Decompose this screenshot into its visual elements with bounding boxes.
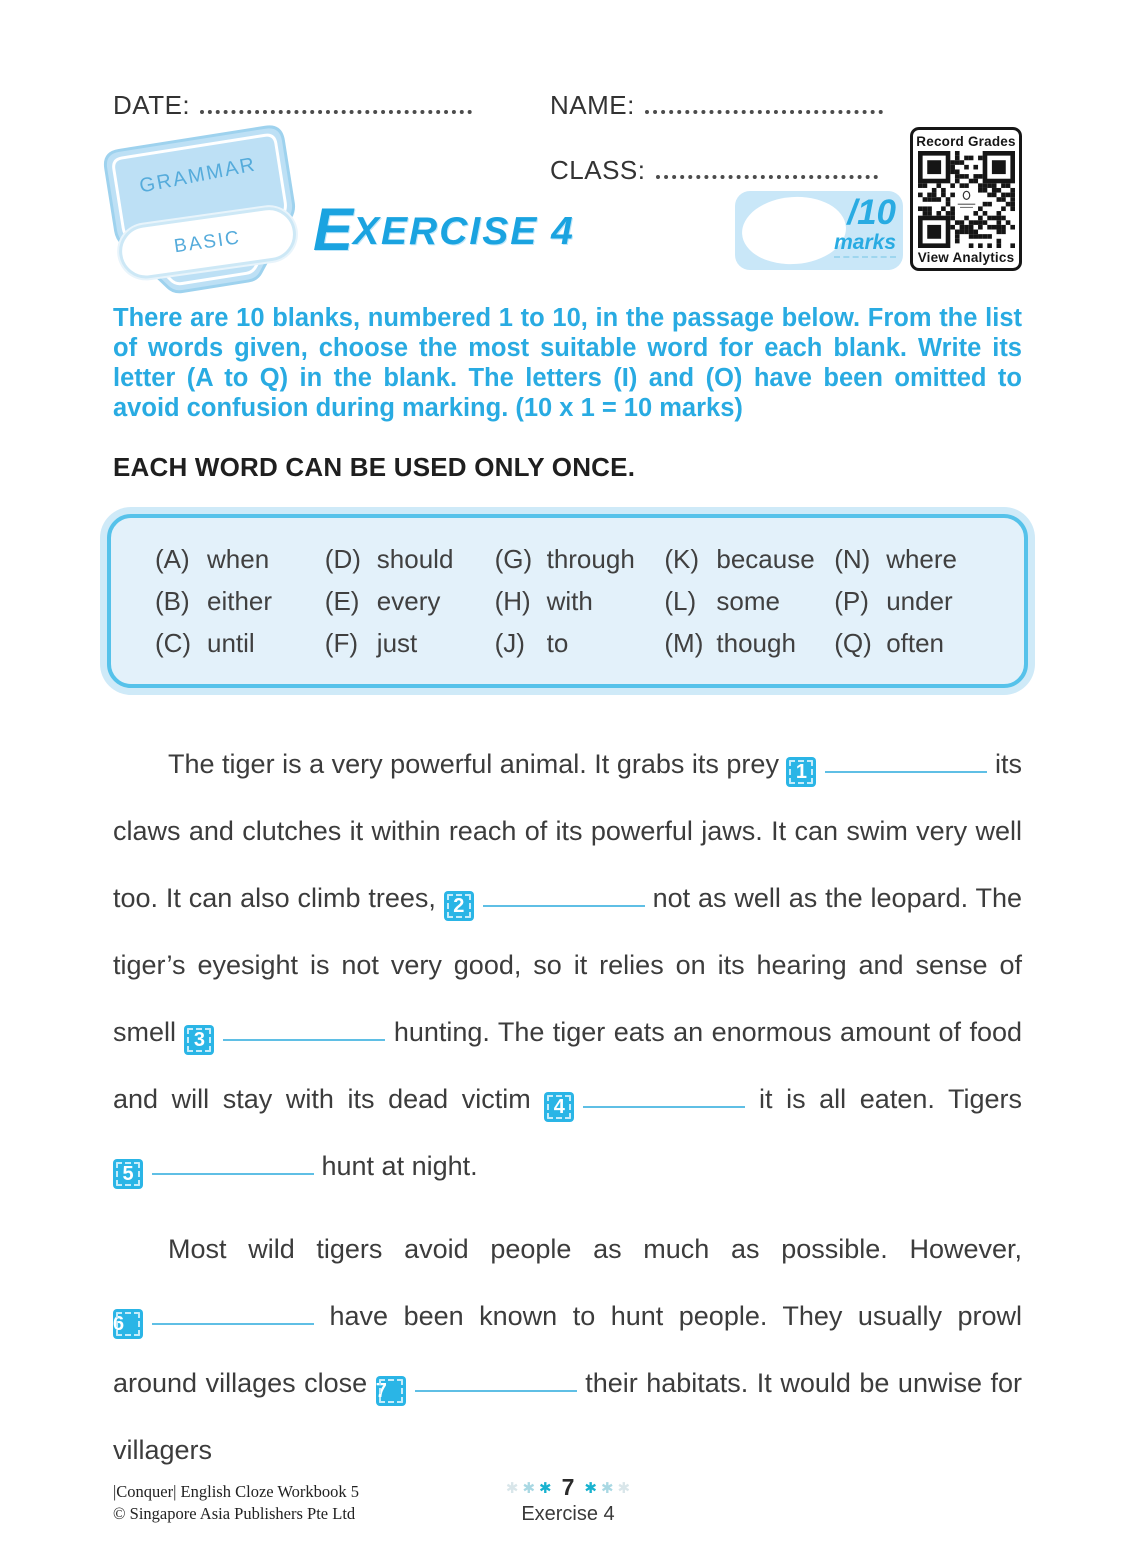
- blank-number-badge: 5: [113, 1159, 143, 1189]
- blank-write-line[interactable]: [223, 1017, 385, 1041]
- word-bank-word: every: [376, 586, 441, 616]
- main-content: [113, 303, 1022, 1484]
- qr-code: [915, 151, 1017, 248]
- word-bank-entry: [495, 586, 665, 616]
- qr-top-label: Record Grades: [916, 134, 1016, 149]
- word-bank-entry: [325, 586, 495, 616]
- marks-badge: [735, 191, 903, 270]
- word-bank-word: often: [886, 628, 945, 658]
- word-bank-entry: [834, 586, 1004, 616]
- star-decoration: ✱: [522, 1479, 536, 1497]
- word-bank-letter: (P): [834, 586, 869, 616]
- blank-number-badge: 4: [544, 1092, 574, 1122]
- word-bank-letter: (G): [494, 544, 533, 574]
- word-bank-entry: [495, 628, 665, 658]
- word-bank-entry: [664, 586, 834, 616]
- word-bank-word: some: [716, 586, 780, 616]
- word-bank-word: just: [376, 628, 418, 658]
- answer-blank-6[interactable]: [113, 1301, 314, 1335]
- stars-left: [504, 1474, 554, 1500]
- imprint-series: |Conquer| English Cloze Workbook 5: [113, 1482, 360, 1501]
- word-bank-letter: (F): [324, 628, 358, 658]
- name-label: NAME:: [550, 90, 635, 120]
- word-bank-word: should: [376, 544, 454, 574]
- word-bank-entry: [155, 544, 325, 574]
- class-label: CLASS:: [550, 155, 646, 185]
- blank-number-badge: 1: [786, 757, 816, 787]
- word-bank-letter: (E): [324, 586, 360, 616]
- word-bank-word: either: [207, 586, 273, 616]
- answer-blank-7[interactable]: [375, 1368, 577, 1402]
- marks-denominator: /10: [847, 193, 896, 232]
- word-bank-letter: (J): [494, 628, 525, 658]
- word-bank-word: under: [886, 586, 953, 616]
- word-bank-grid: [155, 544, 1004, 658]
- answer-blank-1[interactable]: [786, 749, 987, 783]
- instructions-text: There are 10 blanks, numbered 1 to 10, in the passage below. From the list of words given, choose the most suitable word for each blank. Write its letter (A to Q) in the blank. The letters (I) and (O) have been omitted to avoid confusion during marking. (10 x 1 = 10 marks): [113, 304, 1022, 422]
- word-bank-entry: [834, 544, 1004, 574]
- badge-grammar-label: GRAMMAR: [137, 153, 259, 198]
- word-bank-entry: [664, 544, 834, 574]
- word-bank-letter: (K): [664, 544, 700, 574]
- blank-number-badge: 3: [184, 1025, 214, 1055]
- word-bank-word: with: [546, 586, 593, 616]
- blank-write-line[interactable]: [483, 883, 645, 907]
- word-bank-letter: (M): [664, 628, 704, 658]
- badge-basic-label: BASIC: [116, 204, 300, 282]
- word-bank-letter: (L): [664, 586, 697, 616]
- word-bank-word: until: [207, 628, 255, 658]
- page-number: 7: [561, 1474, 575, 1500]
- word-bank-letter: (B): [155, 586, 190, 616]
- word-bank-entry: [155, 628, 325, 658]
- word-bank-entry: [325, 544, 495, 574]
- word-bank-letter: (Q): [834, 628, 872, 658]
- imprint-copyright: © Singapore Asia Publishers Pte Ltd: [113, 1504, 356, 1523]
- star-decoration: ✱: [505, 1479, 519, 1497]
- word-bank-letter: (C): [155, 628, 192, 658]
- passage: [113, 731, 1022, 1484]
- class-write-line[interactable]: [656, 175, 878, 179]
- star-decoration: ✱: [617, 1479, 631, 1497]
- blank-write-line[interactable]: [152, 1301, 314, 1325]
- blank-write-line[interactable]: [583, 1084, 745, 1108]
- word-bank-entry: [155, 586, 325, 616]
- stars-right: [582, 1474, 632, 1500]
- word-bank-entry: [325, 628, 495, 658]
- date-label: DATE:: [113, 90, 191, 120]
- score-write-oval[interactable]: [740, 193, 848, 267]
- instructions-note: EACH WORD CAN BE USED ONLY ONCE.: [113, 452, 636, 482]
- blank-write-line[interactable]: [152, 1151, 314, 1175]
- qr-bottom-label: View Analytics: [917, 250, 1015, 265]
- word-bank-letter: (D): [324, 544, 361, 574]
- name-field: [550, 90, 883, 121]
- blank-write-line[interactable]: [415, 1368, 577, 1392]
- word-bank-word: where: [886, 544, 958, 574]
- word-bank-word: though: [716, 628, 796, 658]
- blank-number-badge: 6: [113, 1309, 143, 1339]
- answer-blank-3[interactable]: [184, 1017, 385, 1051]
- page-number-row: [0, 1474, 1136, 1501]
- title-initial: E: [313, 196, 354, 263]
- blank-number-badge: 2: [444, 891, 474, 921]
- word-bank-word: because: [716, 544, 815, 574]
- word-bank-letter: (H): [494, 586, 531, 616]
- word-bank-box: [107, 514, 1028, 688]
- answer-blank-2[interactable]: [444, 883, 645, 917]
- answer-blank-5[interactable]: [113, 1151, 314, 1185]
- star-decoration: ✱: [584, 1479, 597, 1497]
- page-title: [313, 196, 575, 263]
- word-bank-word: to: [546, 628, 569, 658]
- qr-panel: [910, 127, 1022, 271]
- page-footer: [0, 1474, 1136, 1526]
- word-bank-letter: (A): [155, 544, 190, 574]
- word-bank-entry: [495, 544, 665, 574]
- date-write-line[interactable]: [200, 110, 472, 114]
- word-bank-letter: (N): [834, 544, 871, 574]
- marks-unit-label: marks: [834, 232, 896, 258]
- word-bank-entry: [664, 628, 834, 658]
- class-field: [550, 155, 878, 186]
- title-rest: XERCISE 4: [353, 210, 575, 253]
- star-decoration: ✱: [600, 1479, 614, 1497]
- name-write-line[interactable]: [645, 110, 883, 114]
- blank-write-line[interactable]: [825, 749, 987, 773]
- blank-number-badge: 7: [376, 1376, 406, 1406]
- grammar-basic-badge: [86, 114, 322, 313]
- marks-text: [834, 194, 896, 258]
- answer-blank-4[interactable]: [544, 1084, 745, 1118]
- word-bank-word: when: [207, 544, 270, 574]
- star-decoration: ✱: [539, 1479, 552, 1497]
- passage-paragraph: Most wild tigers avoid people as much as possible. However, 6 have been known to hunt people. They usually prowl around villages close 7 their habitats. It would be unwise for villagers: [113, 1234, 1022, 1465]
- word-bank-word: through: [546, 544, 635, 574]
- passage-paragraph: The tiger is a very powerful animal. It grabs its prey 1 its claws and clutches it within reach of its powerful jaws. It can swim very well too. It can also climb trees, 2 not as well as the leopard. The tiger’s eyesight is not very good, so it relies on its hearing and sense of smell 3 hunting. The tiger eats an enormous amount of food and will stay with its dead victim 4 it is all eaten. Tigers 5 hunt at night.: [113, 731, 1022, 1200]
- footer-exercise-label: Exercise 4: [521, 1503, 615, 1525]
- word-bank-entry: [834, 628, 1004, 658]
